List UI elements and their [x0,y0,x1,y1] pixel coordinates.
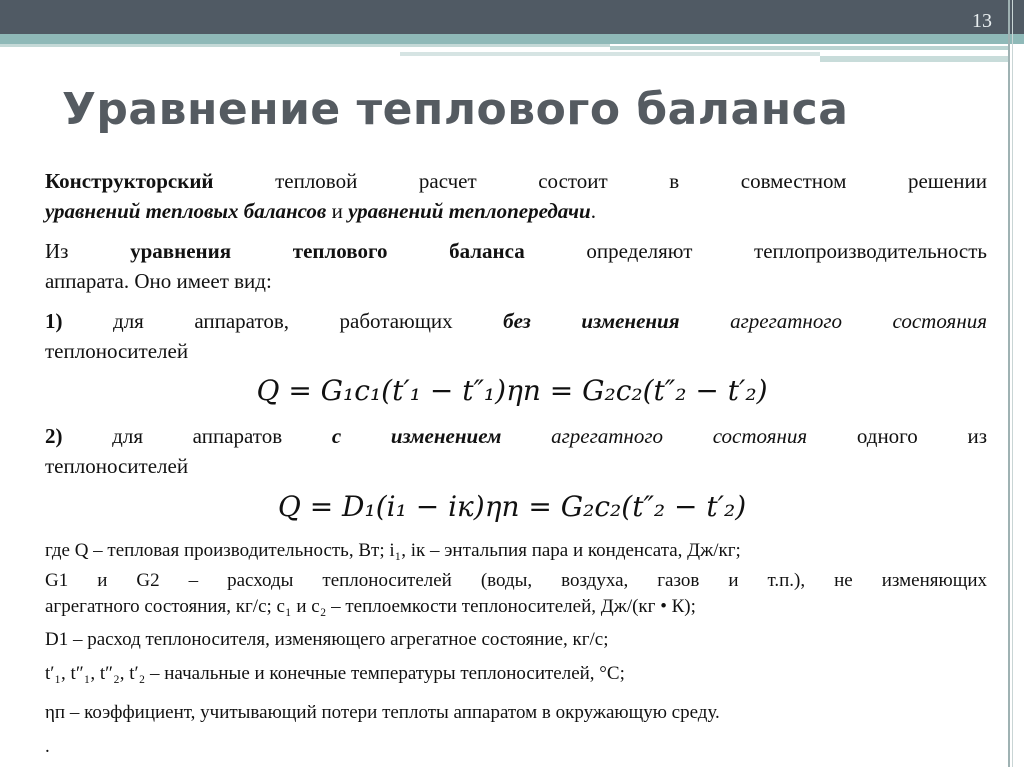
header-accent-bar [0,34,1024,44]
legend-line: ηп – коэффициент, учитывающий потери теплоты аппаратом в окружающую среду. [45,702,720,723]
paragraph-line [45,196,987,226]
list-number: 1) [45,309,63,333]
page-number: 13 [972,10,992,32]
paragraph-line: аппарата. Оно имеет вид: [45,269,272,293]
text-run: тепловой расчет состоит в совместном решении [213,169,987,193]
header-stripe [610,46,1008,50]
formula-heat-balance-no-phase-change: Q = G₁c₁(t′₁ − t″₁)ηп = G₂c₂(t″₂ − t′₂) [256,374,768,407]
text-run: и [326,199,349,223]
emphasis-term: с изменением [331,424,502,448]
bold-term: уравнения теплового баланса [130,239,525,263]
slide-title: Уравнение теплового баланса [62,84,849,135]
text-run [501,424,551,448]
paragraph-line [45,421,987,451]
italic-term: агрегатного состояния [730,309,988,333]
emphasis-term: уравнений тепловых балансов [45,199,327,223]
text-run: определяют теплопроизводительность [524,239,987,263]
text-run: . [590,199,596,223]
text-run: одного из [807,424,987,448]
legend-line: где Q – тепловая производительность, Вт; i₁, iк – энтальпия пара и конденсата, Дж/кг; [45,540,741,561]
emphasis-term: уравнений теплопередачи [348,199,591,223]
text-run: для аппаратов [62,424,332,448]
emphasis-term: без изменения [503,309,680,333]
text-run [680,309,731,333]
legend-line: D1 – расход теплоносителя, изменяющего агрегатное состояние, кг/с; [45,629,609,650]
bold-term: Конструкторский [45,169,214,193]
paragraph-line [45,166,987,196]
header-bar [0,0,1024,34]
paragraph-line [45,236,987,266]
text-run: для аппаратов, работающих [62,309,504,333]
legend-line: . [45,736,50,757]
legend-line: агрегатного состояния, кг/с; c₁ и c₂ – теплоемкости теплоносителей, Дж/(кг • К); [45,596,696,617]
formula-heat-balance-phase-change: Q = D₁(i₁ − iк)ηп = G₂c₂(t″₂ − t′₂) [277,490,747,523]
header-stripe [820,56,1008,62]
list-number: 2) [45,424,63,448]
paragraph-line: теплоносителей [45,339,189,363]
paragraph-line [45,306,987,336]
header-stripe [400,52,820,56]
legend-line: G1 и G2 – расходы теплоносителей (воды, воздуха, газов и т.п.), не изменяющих [45,570,987,591]
legend-line: t′₁, t″₁, t″₂, t′₂ – начальные и конечные температуры теплоносителей, °С; [45,663,625,684]
paragraph-line: теплоносителей [45,454,189,478]
text-run: Из [45,239,131,263]
header-stripe [0,44,610,47]
italic-term: агрегатного состояния [551,424,808,448]
